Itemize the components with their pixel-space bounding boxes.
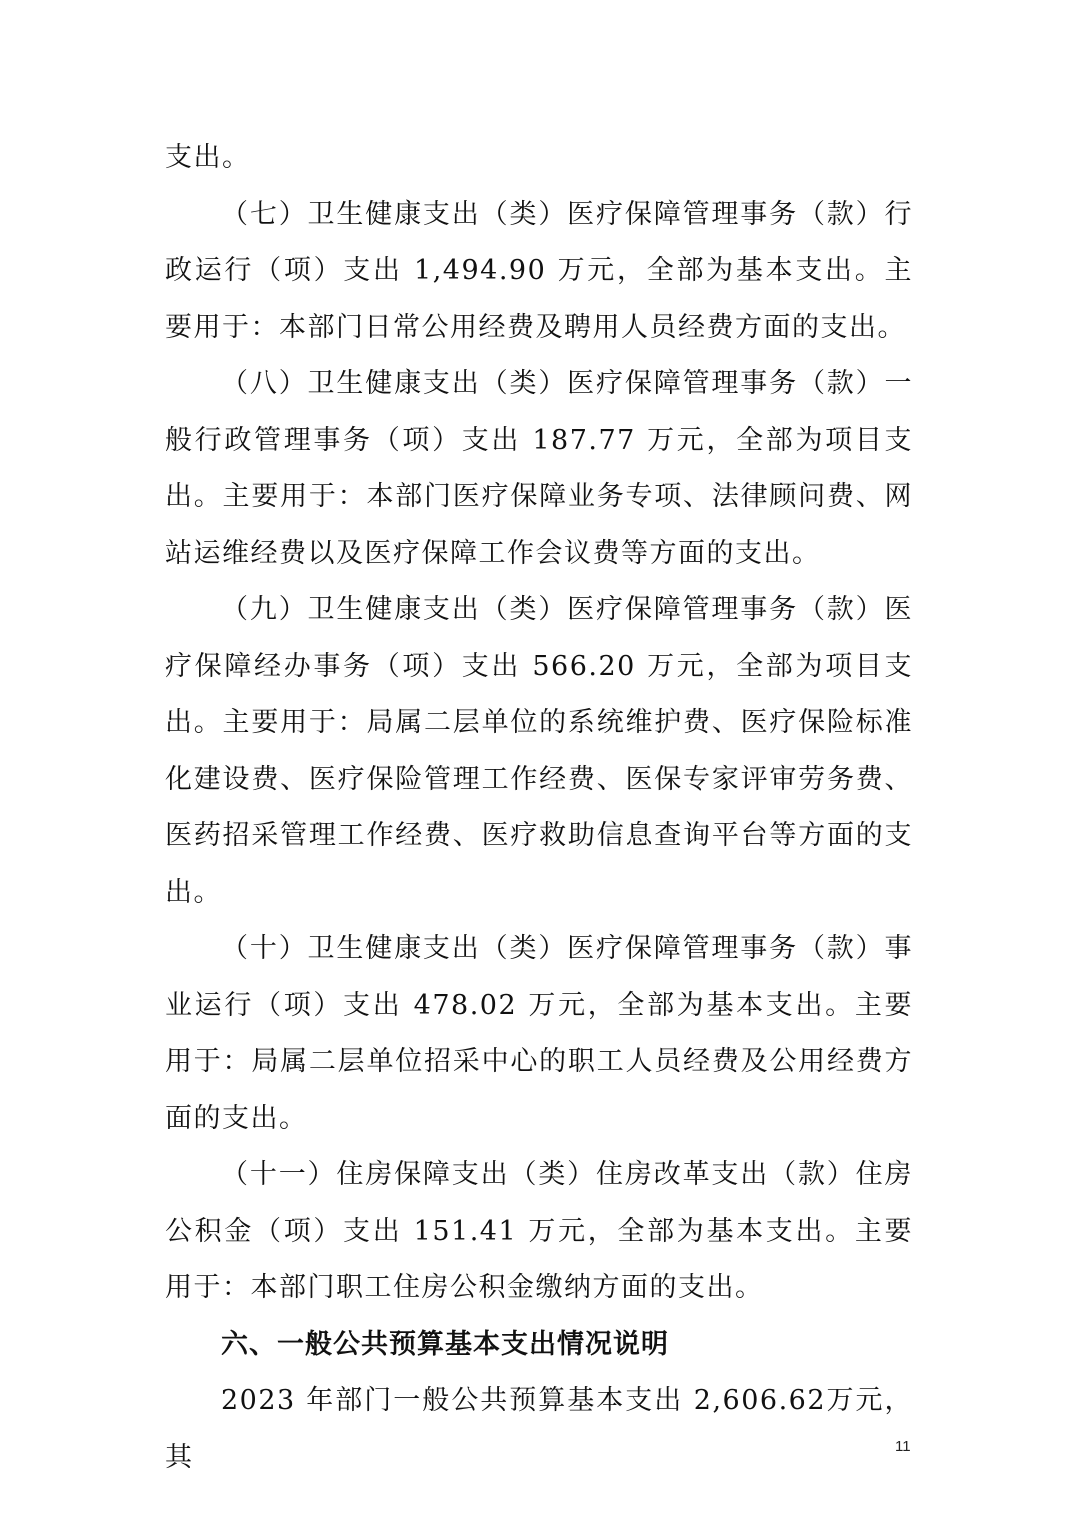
body-text [165, 130, 913, 1486]
paragraph-item-11: （十一）住房保障支出（类）住房改革支出（款）住房公积金（项）支出 151.41 万元，全部为基本支出。主要用于：本部门职工住房公积金缴纳方面的支出。 [165, 1159, 913, 1303]
section-heading: 六、一般公共预算基本支出情况说明 [221, 1328, 669, 1360]
page-number: 11 [895, 1438, 911, 1455]
paragraph-item-7: （七）卫生健康支出（类）医疗保障管理事务（款）行政运行（项）支出 1,494.90 万元，全部为基本支出。主要用于：本部门日常公用经费及聘用人员经费方面的支出。 [165, 198, 913, 343]
continuation-paragraph: 支出。 [165, 142, 251, 173]
final-paragraph: 2023 年部门一般公共预算基本支出 2,606.62万元，其 [165, 1385, 913, 1473]
paragraph-item-8: （八）卫生健康支出（类）医疗保障管理事务（款）一般行政管理事务（项）支出 187.77 万元，全部为项目支出。主要用于：本部门医疗保障业务专项、法律顾问费、网站运维经费以及医疗保障工作会议费等方面的支出。 [165, 368, 913, 569]
paragraph-item-9: （九）卫生健康支出（类）医疗保障管理事务（款）医疗保障经办事务（项）支出 566.20 万元，全部为项目支出。主要用于：局属二层单位的系统维护费、医疗保险标准化建设费、医疗保险管理工作经费、医保专家评审劳务费、医药招采管理工作经费、医疗救助信息查询平台等方面的支出。 [165, 594, 913, 908]
paragraph-item-10: （十）卫生健康支出（类）医疗保障管理事务（款）事业运行（项）支出 478.02 万元，全部为基本支出。主要用于：局属二层单位招采中心的职工人员经费及公用经费方面的支出。 [165, 933, 913, 1134]
